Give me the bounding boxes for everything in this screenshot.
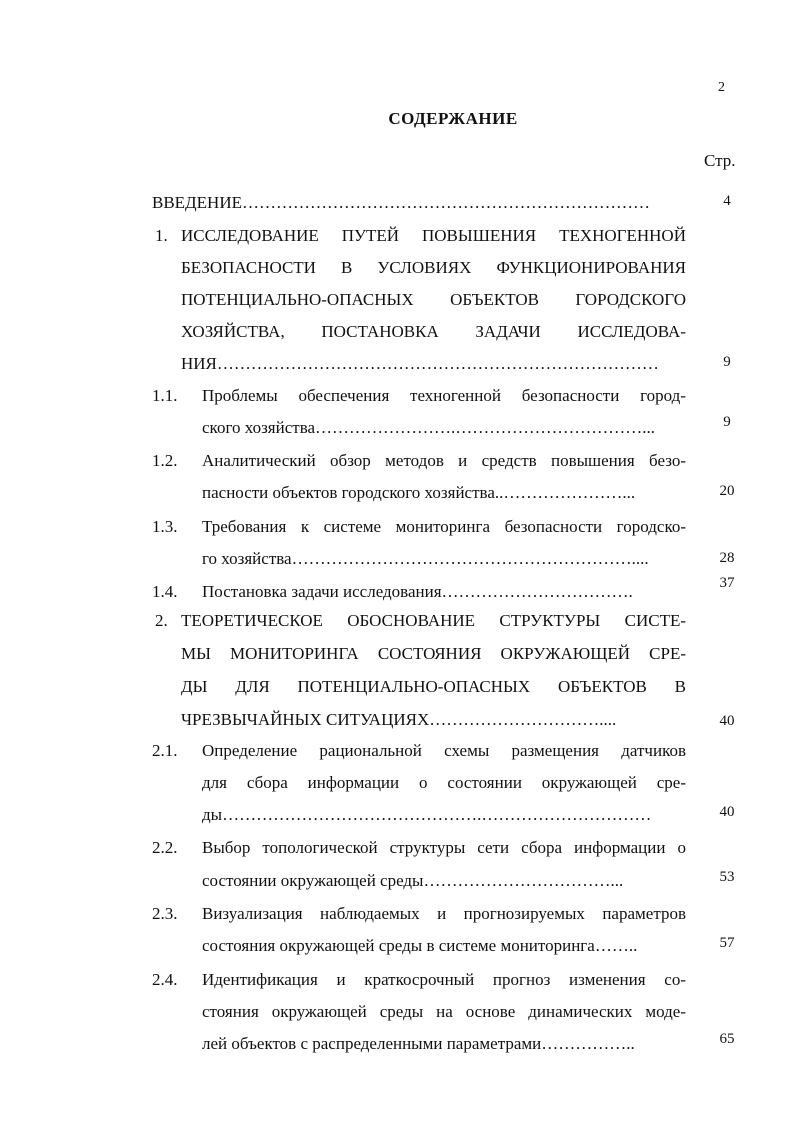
toc-s2-1-num: 2.1. — [152, 741, 178, 760]
toc-ch2-last: ЧРЕЗВЫЧАЙНЫХ СИТУАЦИЯХ………………………….... — [181, 710, 617, 729]
toc-s2-1-line: Определение рациональной схемы размещения датчиков — [202, 741, 686, 760]
toc-s1-1-num: 1.1. — [152, 386, 178, 405]
toc-ch2-line: ДЫ ДЛЯ ПОТЕНЦИАЛЬНО-ОПАСНЫХ ОБЪЕКТОВ В — [181, 677, 686, 696]
toc-s1-3-line: го хозяйства…………………………………………………….... — [202, 549, 649, 568]
toc-s1-3-page: 28 — [719, 550, 735, 566]
toc-s2-1-line: ды……………………………………….………………………… — [202, 805, 652, 824]
toc-ch1-line: ХОЗЯЙСТВА, ПОСТАНОВКА ЗАДАЧИ ИССЛЕДОВА- — [181, 322, 686, 341]
toc-intro-text: ВВЕДЕНИЕ……………………………………………………………… — [152, 193, 650, 212]
toc-s1-2-line: Аналитический обзор методов и средств повышения безо- — [202, 451, 686, 470]
toc-ch1-line: БЕЗОПАСНОСТИ В УСЛОВИЯХ ФУНКЦИОНИРОВАНИЯ — [181, 258, 686, 277]
toc-s2-2-line: состоянии окружающей среды……………………………... — [202, 871, 624, 890]
toc-s1-1-line: Проблемы обеспечения техногенной безопасности город- — [202, 386, 686, 405]
toc-s2-4-line: Идентификация и краткосрочный прогноз изменения со- — [202, 970, 686, 989]
toc-s2-3-line: состояния окружающей среды в системе мониторинга…….. — [202, 936, 638, 955]
toc-s2-2-page: 53 — [719, 869, 735, 885]
toc-ch2-line: ТЕОРЕТИЧЕСКОЕ ОБОСНОВАНИЕ СТРУКТУРЫ СИСТЕ- — [181, 611, 686, 630]
toc-s2-3-num: 2.3. — [152, 904, 178, 923]
toc-s1-1-line: ского хозяйства…………………….……………………………... — [202, 418, 656, 437]
page-number: 2 — [718, 80, 725, 95]
toc-s1-4-line: Постановка задачи исследования……………………………. — [202, 582, 633, 601]
toc-ch2-num: 2. — [155, 611, 168, 630]
toc-s2-4-page: 65 — [719, 1031, 735, 1047]
toc-s1-3-line: Требования к системе мониторинга безопасности городско- — [202, 517, 686, 536]
toc-ch1-page: 9 — [723, 354, 731, 370]
toc-s1-1-page: 9 — [723, 414, 731, 430]
toc-intro-page: 4 — [723, 193, 731, 209]
toc-s2-3-page: 57 — [719, 935, 735, 951]
page-column-label: Стр. — [704, 151, 736, 170]
toc-s1-2-line: пасности объектов городского хозяйства..…………………... — [202, 483, 636, 502]
toc-s2-4-line: лей объектов с распределенными параметрами…………….. — [202, 1034, 635, 1053]
toc-ch1-last: НИЯ…………………………………………………………………… — [181, 354, 659, 373]
toc-s1-4-num: 1.4. — [152, 582, 178, 601]
toc-s1-3-num: 1.3. — [152, 517, 178, 536]
toc-s1-4-page: 37 — [719, 575, 735, 591]
toc-s2-1-line: для сбора информации о состоянии окружающей сре- — [202, 773, 686, 792]
toc-s2-4-num: 2.4. — [152, 970, 178, 989]
toc-ch1-line: ПОТЕНЦИАЛЬНО-ОПАСНЫХ ОБЪЕКТОВ ГОРОДСКОГО — [181, 290, 686, 309]
page-title: СОДЕРЖАНИЕ — [388, 109, 518, 128]
toc-s2-3-line: Визуализация наблюдаемых и прогнозируемых параметров — [202, 904, 686, 923]
toc-ch2-line: МЫ МОНИТОРИНГА СОСТОЯНИЯ ОКРУЖАЮЩЕЙ СРЕ- — [181, 644, 686, 663]
toc-s2-1-page: 40 — [719, 804, 735, 820]
toc-ch1-num: 1. — [155, 226, 168, 245]
toc-s1-2-page: 20 — [719, 483, 735, 499]
toc-s2-4-line: стояния окружающей среды на основе динамических моде- — [202, 1002, 686, 1021]
toc-s1-2-num: 1.2. — [152, 451, 178, 470]
toc-ch1-line: ИССЛЕДОВАНИЕ ПУТЕЙ ПОВЫШЕНИЯ ТЕХНОГЕННОЙ — [181, 226, 686, 245]
toc-ch2-page: 40 — [719, 713, 735, 729]
toc-s2-2-line: Выбор топологической структуры сети сбора информации о — [202, 838, 686, 857]
toc-s2-2-num: 2.2. — [152, 838, 178, 857]
